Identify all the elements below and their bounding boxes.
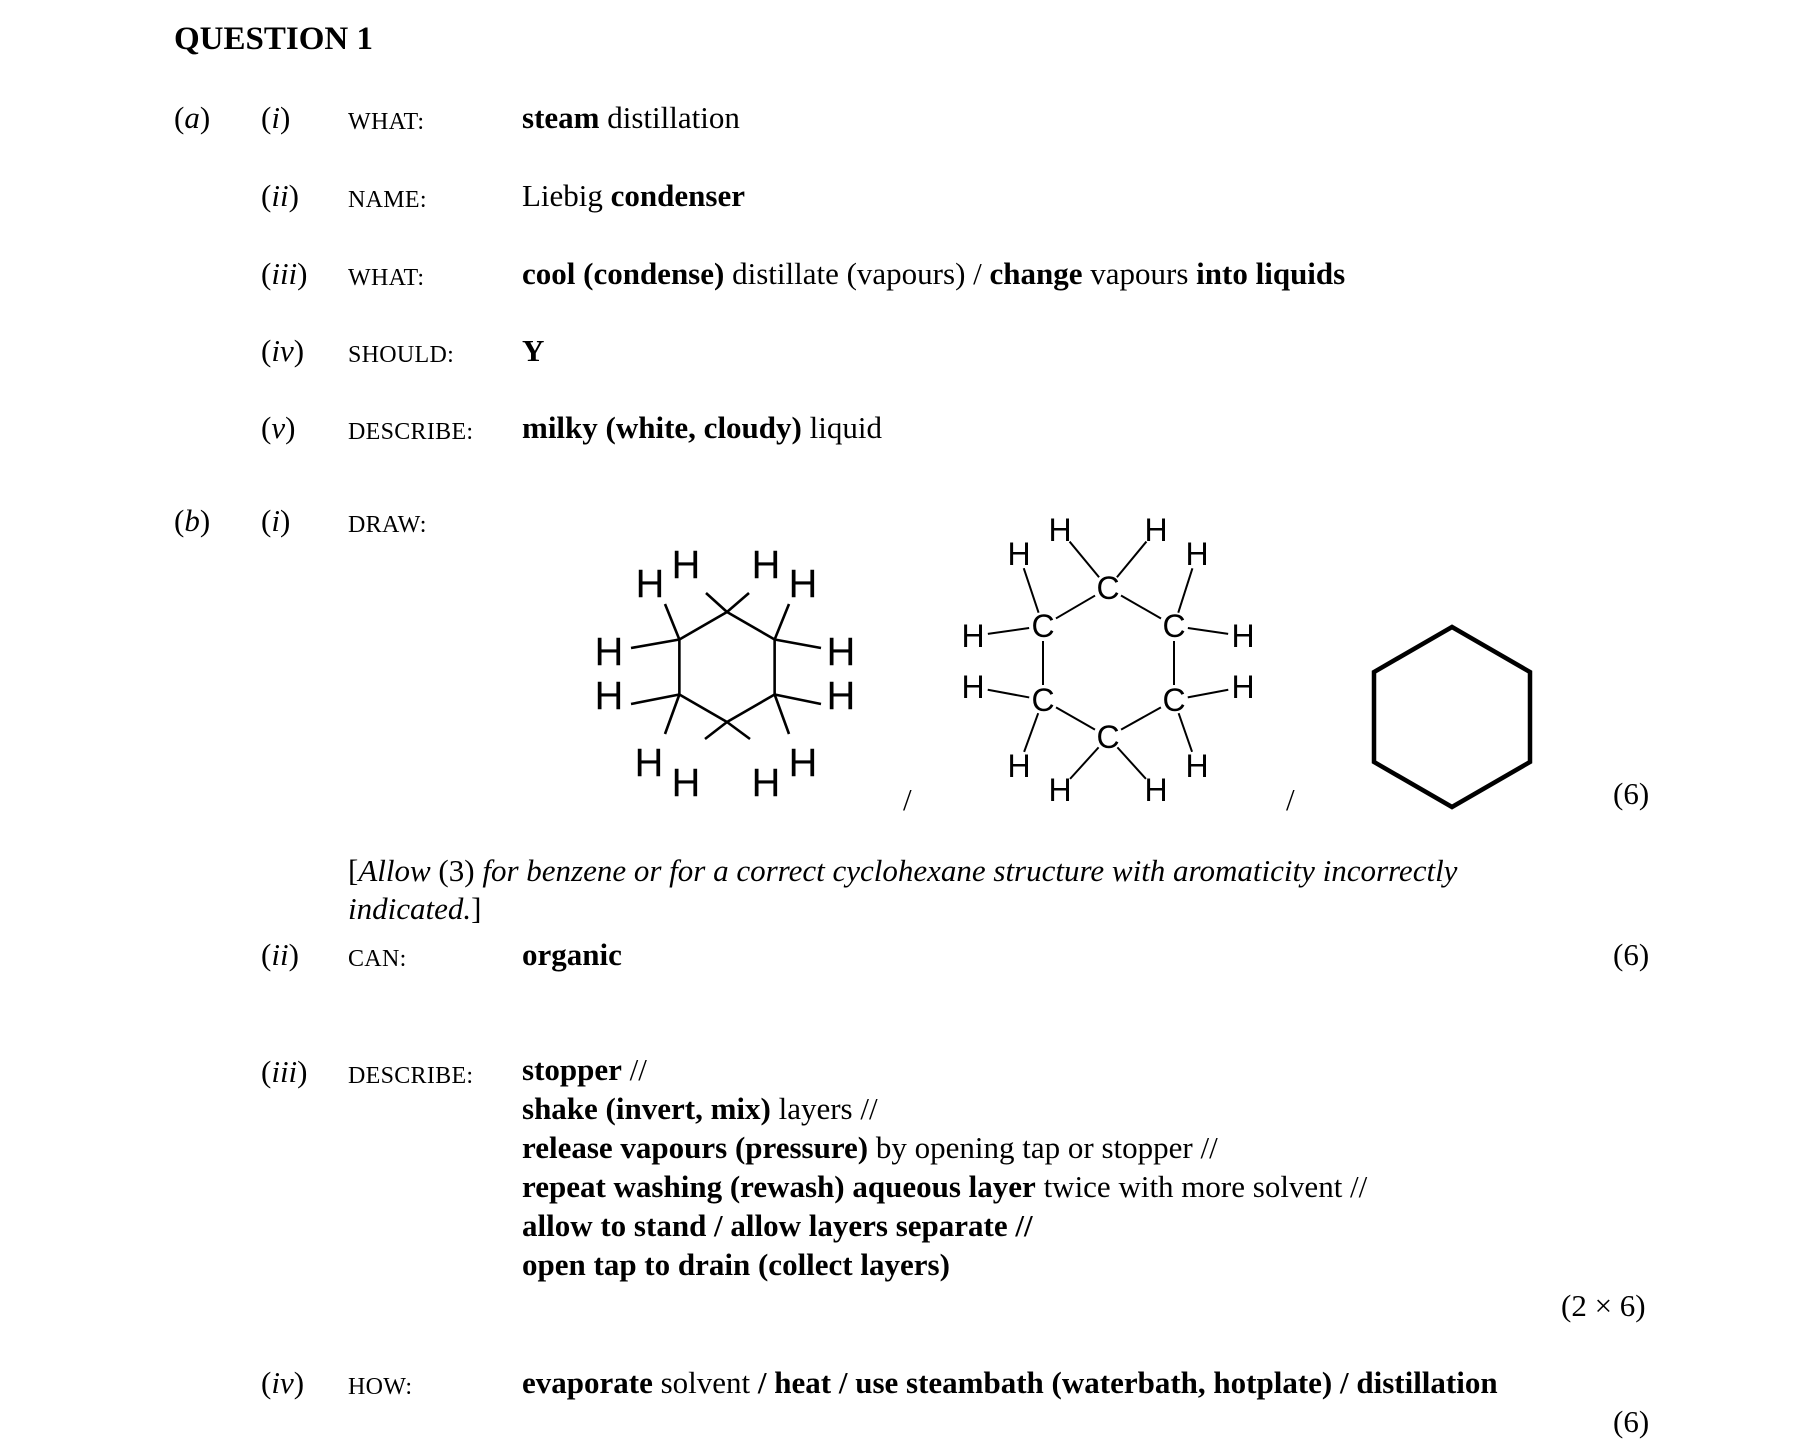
answer-line: stopper // — [522, 1052, 647, 1087]
a-item-label: WHAT: — [348, 265, 425, 291]
bond — [727, 722, 750, 739]
part-a-letter: a — [184, 100, 200, 135]
b-ii-label: CAN: — [348, 946, 407, 972]
carbon-atom: C — [1096, 719, 1120, 755]
b-iv-label: HOW: — [348, 1374, 413, 1400]
hydrogen-atom: H — [1144, 772, 1168, 808]
a-item-number: (iv) — [261, 333, 305, 368]
hydrogen-atom: H — [635, 562, 665, 606]
hydrogen-atom: H — [788, 741, 818, 785]
a-item-number: (v) — [261, 410, 296, 445]
part-b-marker: (b) — [174, 503, 211, 538]
b-ii-marks: (6) — [1613, 937, 1650, 972]
b-ii-number: (ii) — [261, 937, 299, 972]
bond — [1070, 542, 1100, 578]
bond — [679, 612, 727, 640]
b-ii-answer: organic — [522, 937, 622, 972]
b-iii-label: DESCRIBE: — [348, 1063, 474, 1089]
b-i-marks: (6) — [1613, 776, 1650, 811]
hydrogen-atom: H — [1185, 536, 1209, 572]
carbon-atom: C — [1031, 608, 1055, 644]
hydrogen-atom: H — [671, 543, 701, 587]
bond — [631, 640, 679, 649]
separator-1: / — [903, 782, 912, 817]
bond — [775, 695, 821, 705]
bond — [705, 722, 727, 739]
a-item-label: NAME: — [348, 187, 427, 213]
bond — [727, 593, 749, 612]
a-item-label: WHAT: — [348, 109, 425, 135]
answer-line: open tap to drain (collect layers) — [522, 1247, 950, 1282]
a-item-label: DESCRIBE: — [348, 419, 474, 445]
hydrogen-atom: H — [1048, 772, 1072, 808]
bond — [706, 593, 727, 612]
hydrogen-atom: H — [751, 761, 781, 805]
bond — [988, 690, 1029, 698]
full-structure-with-carbons — [961, 512, 1254, 808]
hydrogen-atom: H — [751, 543, 781, 587]
hydrogen-atom: H — [594, 630, 624, 674]
b-i-number: (i) — [261, 503, 291, 538]
bond — [679, 695, 727, 723]
hydrogen-atom: H — [1185, 748, 1209, 784]
answer-line: repeat washing (rewash) aqueous layer twice with more solvent // — [522, 1169, 1368, 1204]
bond — [1188, 628, 1228, 634]
carbon-atom: C — [1031, 682, 1055, 718]
bond — [1070, 747, 1099, 779]
hydrogen-atom: H — [1144, 512, 1168, 548]
hydrogen-atom: H — [1048, 512, 1072, 548]
carbon-atom: C — [1096, 570, 1120, 606]
hydrogen-atom: H — [961, 669, 985, 705]
a-item-answer: milky (white, cloudy) liquid — [522, 410, 882, 445]
hydrogen-atom: H — [788, 562, 818, 606]
bond — [1179, 713, 1192, 752]
skeletal-structure-with-hydrogens — [595, 543, 856, 805]
hydrogen-atom: H — [1231, 669, 1255, 705]
b-i-label: DRAW: — [348, 512, 427, 538]
b-iii-marks: (2 × 6) — [1561, 1288, 1646, 1323]
hydrogen-atom: H — [1007, 748, 1031, 784]
carbon-atom: C — [1162, 608, 1186, 644]
bond — [775, 695, 789, 735]
bond — [1024, 568, 1039, 612]
bond — [1056, 596, 1095, 619]
a-item-label: SHOULD: — [348, 342, 455, 368]
hexagon-structure — [1374, 627, 1530, 807]
bond — [727, 612, 775, 640]
bond — [775, 604, 789, 640]
hydrogen-atom: H — [826, 630, 856, 674]
bond — [1117, 747, 1146, 779]
part-b-letter: b — [184, 503, 200, 538]
a-item-number: (i) — [261, 100, 291, 135]
hydrogen-atom: H — [594, 674, 624, 718]
bond — [665, 695, 679, 735]
b-iii-answer-lines — [522, 1050, 1367, 1284]
hydrogen-atom: H — [634, 741, 664, 785]
question-title: QUESTION 1 — [174, 21, 373, 57]
a-item-answer: cool (condense) distillate (vapours) / change vapours into liquids — [522, 256, 1346, 291]
allow-note-line-1: [Allow (3) for benzene or for a correct cyclohexane structure with aromaticity incorrectly — [348, 853, 1458, 888]
hydrogen-atom: H — [961, 618, 985, 654]
bond — [1117, 542, 1147, 578]
a-item-number: (iii) — [261, 256, 308, 291]
bond — [1121, 707, 1161, 729]
hydrogen-atom: H — [671, 761, 701, 805]
a-item-answer: Y — [522, 333, 545, 368]
b-iii-number: (iii) — [261, 1054, 308, 1089]
a-item-number: (ii) — [261, 178, 299, 213]
allow-note — [348, 852, 1457, 928]
a-item-answer: Liebig condenser — [522, 178, 745, 213]
bond — [727, 695, 775, 723]
hydrogen-atom: H — [826, 674, 856, 718]
bond — [665, 604, 679, 640]
b-iv-marks: (6) — [1613, 1404, 1650, 1439]
b-iv-answer: evaporate solvent / heat / use steambath (waterbath, hotplate) / distillation — [522, 1365, 1498, 1400]
bond — [631, 695, 679, 705]
separator-2: / — [1286, 782, 1295, 817]
bond — [1024, 713, 1038, 752]
answer-line: release vapours (pressure) by opening tap or stopper // — [522, 1130, 1218, 1165]
bond — [775, 640, 821, 649]
bond — [1056, 707, 1095, 729]
part-a-marker: (a) — [174, 100, 211, 135]
hydrogen-atom: H — [1231, 618, 1255, 654]
bond — [1178, 568, 1192, 612]
bond — [1121, 595, 1161, 618]
hydrogen-atom: H — [1007, 536, 1031, 572]
answer-line: shake (invert, mix) layers // — [522, 1091, 878, 1126]
b-iv-number: (iv) — [261, 1365, 305, 1400]
allow-note-line-2: indicated.] — [348, 891, 482, 926]
a-item-answer: steam distillation — [522, 100, 740, 135]
answer-line: allow to stand / allow layers separate // — [522, 1208, 1033, 1243]
carbon-atom: C — [1162, 682, 1186, 718]
bond — [1188, 690, 1229, 698]
bond — [988, 628, 1029, 634]
